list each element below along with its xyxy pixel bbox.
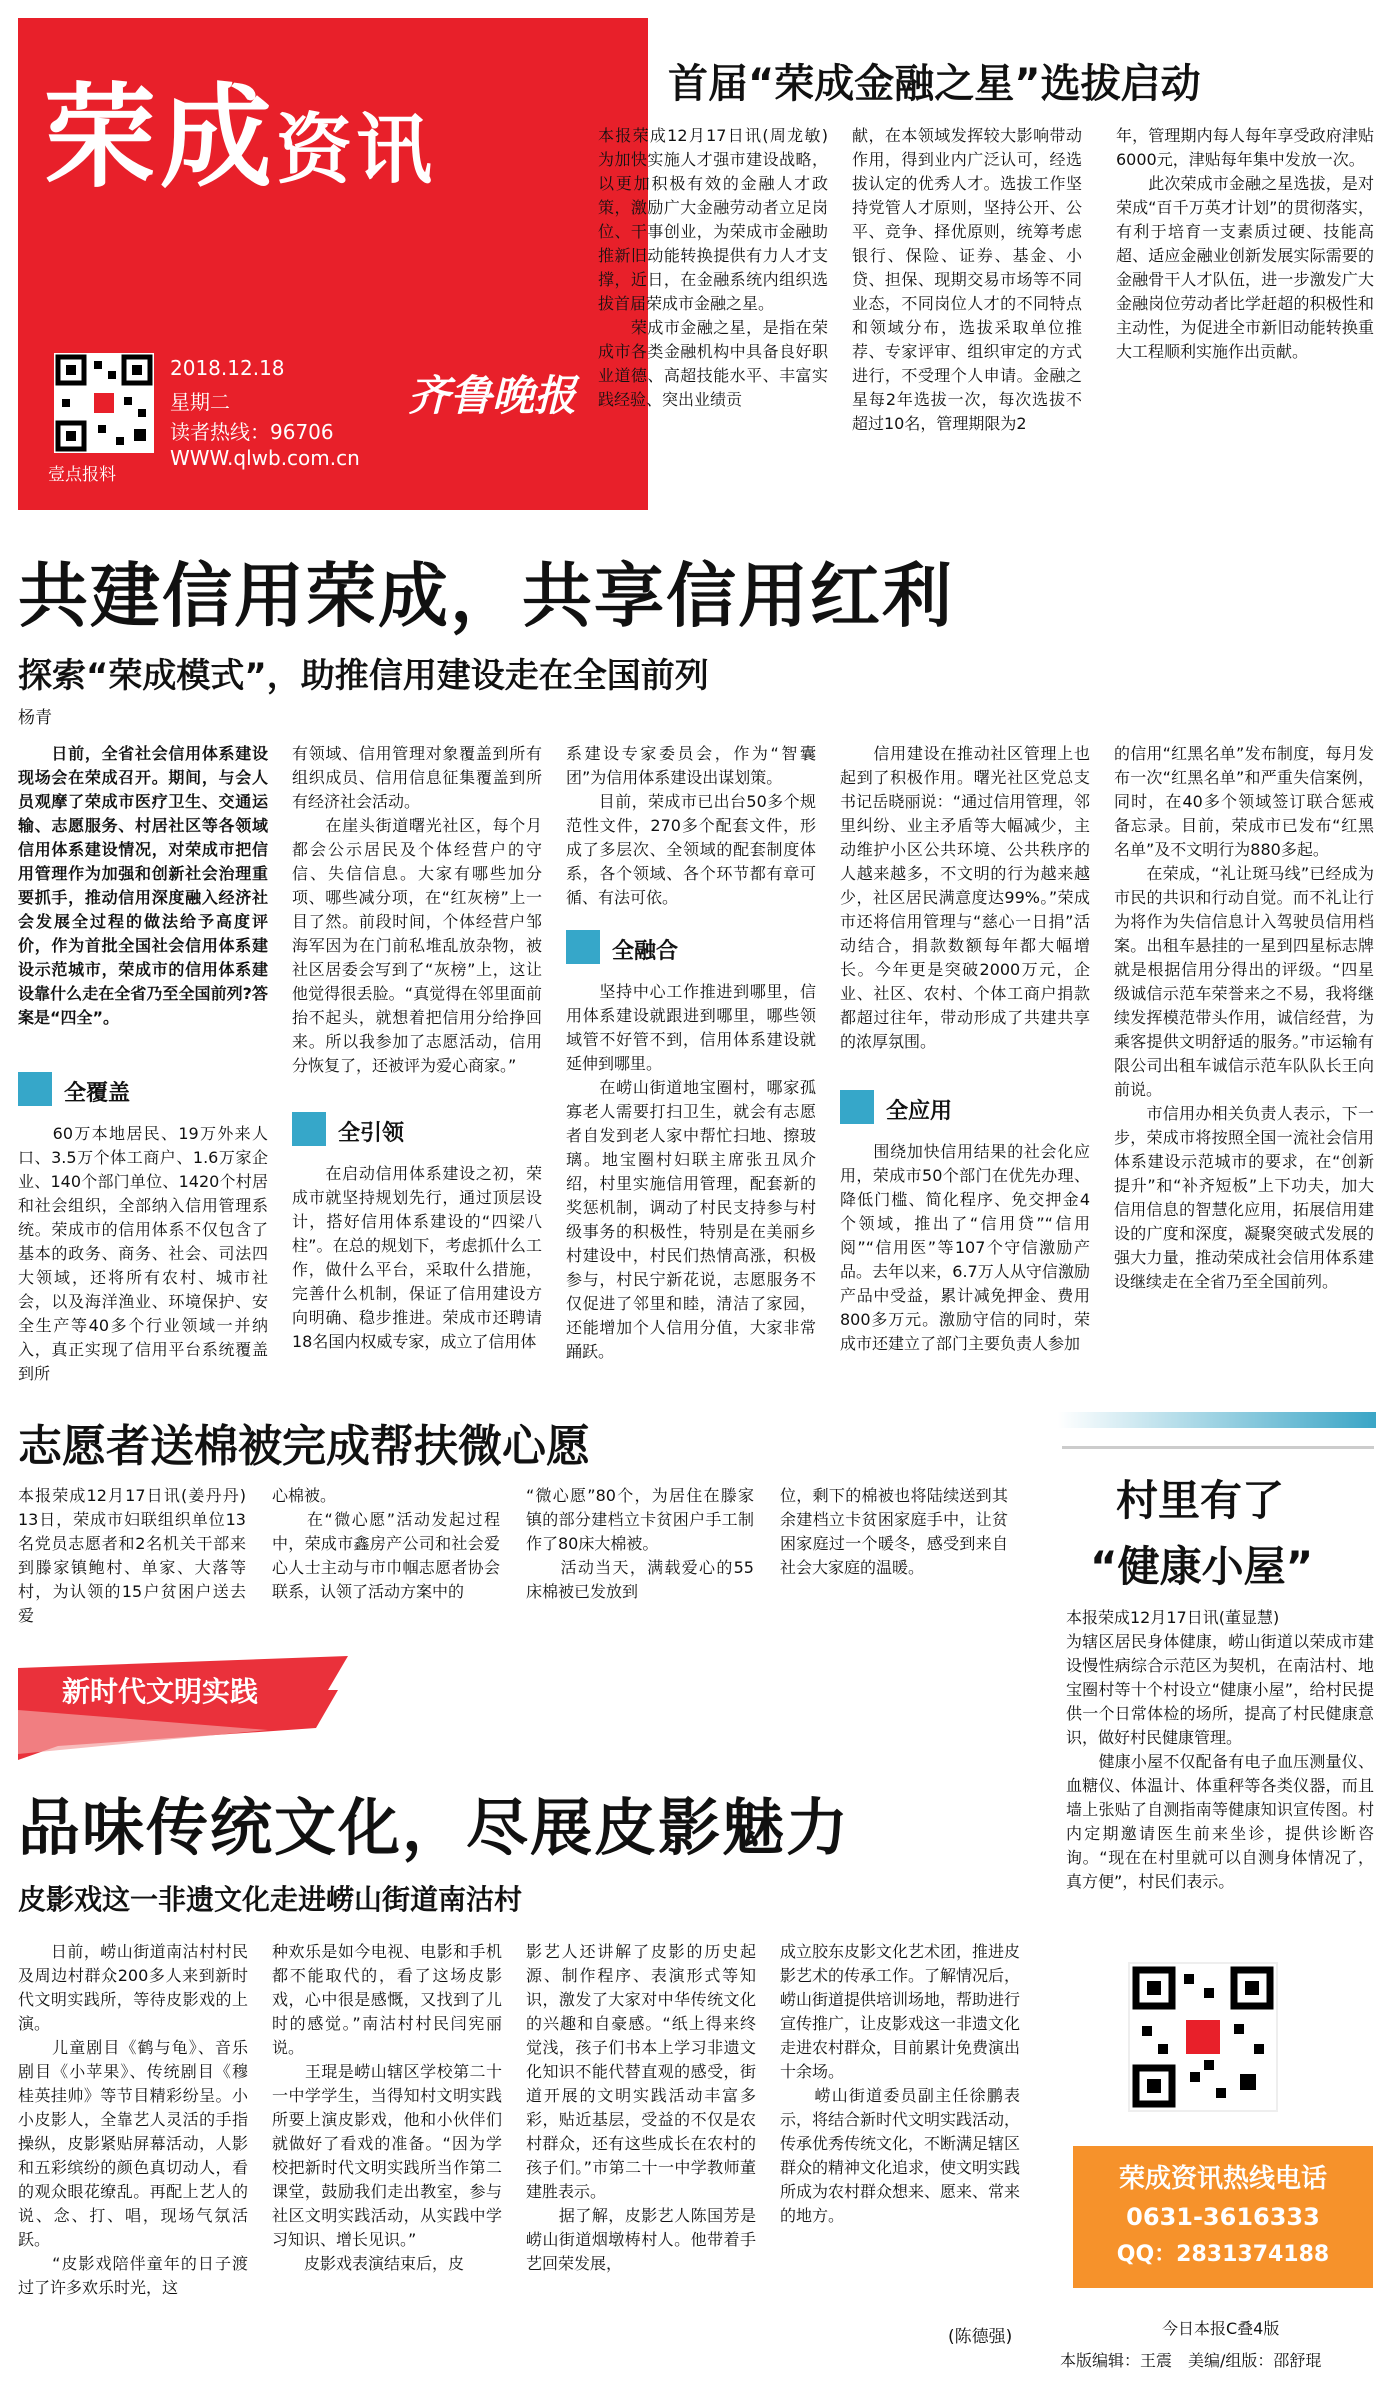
story5-body: 本报荣成12月17日讯(董显慧) 为辖区居民身体健康，崂山街道以荣成市建设慢性病综合示范区为契机，在南沽村、地宝圈村等十个村设立“健康小屋”，给村民提供一个日常体检的场所，提高了村民健康意识，做好村民健康管理。 健康小屋不仅配备有电子血压测量仪、血糖仪、体温计、体重秤等各类仪器，而且墙上张贴了自测指南等健康知识宣传图。村内定期邀请医生前来坐诊，提供诊断咨询。“现在在村里就可以自测身体情况了，真方便”，村民们表示。 xyxy=(1066,1608,1374,1891)
story2-byline: 杨青 xyxy=(18,708,52,728)
sidebar-rule xyxy=(1062,1446,1374,1449)
story3-col2: 心棉被。 在“微心愿”活动发起过程中，荣成市鑫房产公司和社会爱心人士主动与市巾帼志愿者协会联系，认领了活动方案中的 xyxy=(272,1486,500,1601)
footer-pages: 今日本报C叠4版 xyxy=(1162,2319,1280,2338)
story4-col2: 种欢乐是如今电视、电影和手机都不能取代的，看了这场皮影戏，心中很是感慨，又找到了儿时的感觉。”南沽村村民闫宪丽说。 王琨是崂山辖区学校第二十一中学学生，当得知村文明实践所要上演皮影戏，他和小伙伴们就做好了看戏的准备。“因为学校把新时代文明实践所当作第二课堂，鼓励我们走出教室，参与社区文明实践活动，从实践中学习知识、增长见识。” 皮影戏表演结束后，皮 xyxy=(272,1942,502,2273)
issue-date: 2018.12.18 xyxy=(170,356,285,380)
story4-col1: 日前，崂山街道南沽村村民及周边村群众200多人来到新时代文明实践所，等待皮影戏的上演。 儿童剧目《鹤与龟》、音乐剧目《小苹果》、传统剧目《穆桂英挂帅》等节目精彩纷呈。小小皮影人，全靠艺人灵活的手指操纵，皮影紧贴屏幕活动，人影和五彩缤纷的颜色真切动人，看的观众眼花缭乱。再配上艺人的说、念、打、唱，现场气氛活跃。 “皮影戏陪伴童年的日子渡过了许多欢乐时光，这 xyxy=(18,1942,248,2297)
story4-col3: 影艺人还讲解了皮影的历史起源、制作程序、表演形式等知识，激发了大家对中华传统文化的兴趣和自豪感。“纸上得来终觉浅，孩子们书本上学习非遗文化知识不能代替直观的感受，街道开展的文明实践活动丰富多彩，贴近基层，受益的不仅是农村群众，还有这些成长在农村的孩子们。”市第二十一中学教师董建胜表示。 据了解，皮影艺人陈国芳是崂山街道烟墩梼村人。他带着手艺回荣发展， xyxy=(526,1942,756,2273)
story1-headline: 首届“荣成金融之星”选拔启动 xyxy=(668,61,1201,107)
footer-editor: 本版编辑：王震 美编/组版：邵舒琨 xyxy=(1060,2351,1322,2370)
story2-col2-a: 有领域、信用管理对象覆盖到所有组织成员、信用信息征集覆盖到所有经济社会活动。 在崖头街道曙光社区，每个月都会公示居民及个体经营户的守信、失信信息。大家有哪些加分项、哪些减分项，在“红灰榜”上一目了然。前段时间，个体经营户邹海军因为在门前私堆乱放杂物，被社区居委会写到了“灰榜”上，这让他觉得很丢脸。“真觉得在邻里面前抬不起头，就想着把信用分给挣回来。所以我参加了志愿活动，信用分恢复了，还被评为爱心商家。” xyxy=(292,744,542,1075)
ribbon-banner xyxy=(18,1650,438,1760)
section-label-integration: 全融合 xyxy=(612,939,679,964)
story2-subhead: 探索“荣成模式”，助推信用建设走在全国前列 xyxy=(18,656,709,696)
section-label-application: 全应用 xyxy=(886,1099,953,1124)
masthead-title: 荣成资讯 xyxy=(44,73,436,203)
issue-weekday: 星期二 xyxy=(170,390,230,414)
story2-col4-b: 围绕加快信用结果的社会化应用，荣成市50个部门在优先办理、降低门槛、简化程序、免交押金4个领域，推出了“信用贷”“信用阅”“信用医”等107个守信激励产品。去年以来，6.7万人从守信激励产品中受益，累计减免押金、费用800多万元。激励守信的同时，荣成市还建立了部门主要负责人参加 xyxy=(840,1142,1090,1353)
section-marker xyxy=(840,1090,874,1124)
story5-headline-1: 村里有了 xyxy=(1116,1476,1285,1525)
hotline-qq: QQ：2831374188 xyxy=(1116,2242,1330,2267)
story3-col4: 位，剩下的棉被也将陆续送到其余建档立卡贫困家庭手中，让贫困家庭过一个暖冬，感受到来自社会大家庭的温暖。 xyxy=(780,1486,1008,1577)
ribbon-label: 新时代文明实践 xyxy=(62,1675,259,1708)
section-label-guidance: 全引领 xyxy=(338,1121,405,1146)
story2-col2-b: 在启动信用体系建设之初，荣成市就坚持规划先行，通过顶层设计，搭好信用体系建设的“四梁八柱”。在总的规划下，考虑抓什么工作，做什么平台，采取什么措施，完善什么机制，保证了信用建设方向明确、稳步推进。荣成市还聘请18名国内权威专家，成立了信用体 xyxy=(292,1164,542,1351)
story4-signature: (陈德强) xyxy=(948,2327,1013,2347)
story3-headline: 志愿者送棉被完成帮扶微心愿 xyxy=(18,1421,590,1472)
story4-col4: 成立胶东皮影文化艺术团，推进皮影艺术的传承工作。了解情况后，崂山街道提供培训场地，帮助进行宣传推广，让皮影戏这一非遗文化走进农村群众，目前累计免费演出十余场。 崂山街道委员副主任徐鹏表示，将结合新时代文明实践活动，传承优秀传统文化，不断满足辖区群众的精神文化追求，使文明实践所成为农村群众想来、愿来、常来的地方。 xyxy=(780,1942,1021,2225)
qr-caption: 壹点报料 xyxy=(48,465,116,485)
hotline-title: 荣成资讯热线电话 xyxy=(1118,2164,1327,2194)
story1-col3: 年，管理期内每人每年享受政府津贴6000元，津贴每年集中发放一次。 此次荣成市金融之星选拔，是对荣成“百千万英才计划”的贯彻落实，有利于培育一支素质过硬、技能高超、适应金融业创新发展实际需要的金融骨干人才队伍，进一步激发广大金融岗位劳动者比学赶超的积极性和主动性，为促进全市新旧动能转换重大工程顺利实施作出贡献。 xyxy=(1116,126,1374,361)
divider-bar xyxy=(1058,1412,1376,1428)
story2-col3-b: 坚持中心工作推进到哪里，信用体系建设就跟进到哪里，哪些领域管不好管不到，信用体系建设就延伸到哪里。 在崂山街道地宝圈村，哪家孤寡老人需要打扫卫生，就会有志愿者自发到老人家中帮忙扫地、擦玻璃。地宝圈村妇联主席张丑凤介绍，村里实施信用管理，配套新的奖惩机制，调动了村民支持参与村级事务的积极性，特别是在美丽乡村建设中，村民们热情高涨，积极参与，村民宁新花说，志愿服务不仅促进了邻里和睦，清洁了家园，还能增加个人信用分值，大家非常踊跃。 xyxy=(566,982,816,1361)
story5-headline-2: “健康小屋” xyxy=(1090,1542,1314,1591)
story2-col1-lead: 日前，全省社会信用体系建设现场会在荣成召开。期间，与会人员观摩了荣成市医疗卫生、交通运输、志愿服务、村居社区等各领域信用体系建设情况，对荣成市把信用管理作为加强和创新社会治理重要抓手，推动信用深度融入经济社会发展全过程的做法给予高度评价，作为首批全国社会信用体系建设示范城市，荣成市的信用体系建设靠什么走在全省乃至全国前列?答案是“四全”。 xyxy=(18,744,268,1027)
section-marker xyxy=(292,1112,326,1146)
hotline-box xyxy=(1073,2146,1373,2288)
website-url: WWW.qlwb.com.cn xyxy=(170,446,360,470)
section-marker xyxy=(18,1072,52,1106)
story2-col4-a: 信用建设在推动社区管理上也起到了积极作用。曙光社区党总支书记岳晓丽说：“通过信用管理，邻里纠纷、业主矛盾等大幅减少，主动维护小区公共环境、公共秩序的人越来越多，不文明的行为越来越少，社区居民满意度达99%。”荣成市还将信用管理与“慈心一日捐”活动结合，捐款数额每年都大幅增长。今年更是突破2000万元，企业、社区、农村、个体工商户捐款都超过往年，带动形成了共建共享的浓厚氛围。 xyxy=(840,744,1090,1051)
reader-hotline: 读者热线：96706 xyxy=(170,420,334,444)
qr-code-icon xyxy=(1128,1962,1278,2112)
story4-subhead: 皮影戏这一非遗文化走进崂山街道南沽村 xyxy=(18,1883,523,1916)
hotline-phone: 0631-3616333 xyxy=(1126,2203,1320,2231)
section-label-coverage: 全覆盖 xyxy=(64,1081,131,1106)
story2-col5: 的信用“红黑名单”发布制度，每月发布一次“红黑名单”和严重失信案例，同时，在40多个领域签订联合惩戒备忘录。目前，荣成市已发布“红黑名单”及不文明行为880多起。 在荣成，“礼让斑马线”已经成为市民的共识和行动自觉。而不礼让行为将作为失信信息计入驾驶员信用档案。出租车悬挂的一星到四星标志牌就是根据信用分得出的评级。“四星级诚信示范车荣誉来之不易，我将继续发挥模范带头作用，诚信经营，为乘客提供文明舒适的服务。”市运输有限公司出租车诚信示范车队队长王向前说。 市信用办相关负责人表示，下一步，荣成市将按照全国一流社会信用体系建设示范城市的要求，在“创新提升”和“补齐短板”上下功夫，加大信用信息的智慧化应用，拓展信用建设的广度和深度，凝聚突破式发展的强大力量，推动荣成社会信用体系建设继续走在全省乃至全国前列。 xyxy=(1114,744,1374,1291)
masthead xyxy=(18,18,648,510)
paper-name: 齐鲁晚报 xyxy=(408,371,577,420)
story4-headline: 品味传统文化，尽展皮影魅力 xyxy=(18,1791,851,1864)
qr-code-icon xyxy=(54,353,154,453)
story1-col2: 献，在本领域发挥较大影响带动作用，得到业内广泛认可，经选拔认定的优秀人才。选拔工作坚持党管人才原则，坚持公开、公平、竞争、择优原则，统筹考虑银行、保险、证券、基金、小贷、担保、现期交易市场等不同业态，不同岗位人才的不同特点和领域分布，选拔采取单位推荐、专家评审、组织审定的方式进行，不受理个人申请。金融之星每2年选拔一次，每次选拔不超过10名，管理期限为2 xyxy=(852,126,1082,433)
story1-col1: 本报荣成12月17日讯(周龙敏) 为加快实施人才强市建设战略，以更加积极有效的金融人才政策，激励广大金融劳动者立足岗位、干事创业，为荣成市金融助推新旧动能转换提供有力人才支撑，近日，在金融系统内组织选拔首届荣成市金融之星。 荣成市金融之星，是指在荣成市各类金融机构中具备良好职业道德、高超技能水平、丰富实践经验、突出业绩贡 xyxy=(598,126,828,409)
story2-col3-a: 系建设专家委员会，作为“智囊团”为信用体系建设出谋划策。 目前，荣成市已出台50多个规范性文件，270多个配套文件，形成了多层次、全领域的配套制度体系，各个领域、各个环节都有章可循、有法可依。 xyxy=(566,744,816,907)
story2-headline: 共建信用荣成，共享信用红利 xyxy=(18,555,954,637)
story2-col1-body: 60万本地居民、19万外来人口、3.5万个体工商户、1.6万家企业、140个部门单位、1420个村居和社会组织，全部纳入信用管理系统。荣成市的信用体系不仅包含了基本的政务、商务、社会、司法四大领域，还将所有农村、城市社会，以及海洋渔业、环境保护、安全生产等40多个行业领域一并纳入，真正实现了信用平台系统覆盖到所 xyxy=(18,1124,268,1383)
section-marker xyxy=(566,930,600,964)
story3-col3: “微心愿”80个，为居住在滕家镇的部分建档立卡贫困户手工制作了80床大棉被。 活动当天，满载爱心的55床棉被已发放到 xyxy=(526,1486,754,1601)
story3-col1: 本报荣成12月17日讯(姜丹丹) 13日，荣成市妇联组织单位13名党员志愿者和2名机关干部来到滕家镇鲍村、单家、大落等村，为认领的15户贫困户送去爱 xyxy=(18,1486,263,1625)
